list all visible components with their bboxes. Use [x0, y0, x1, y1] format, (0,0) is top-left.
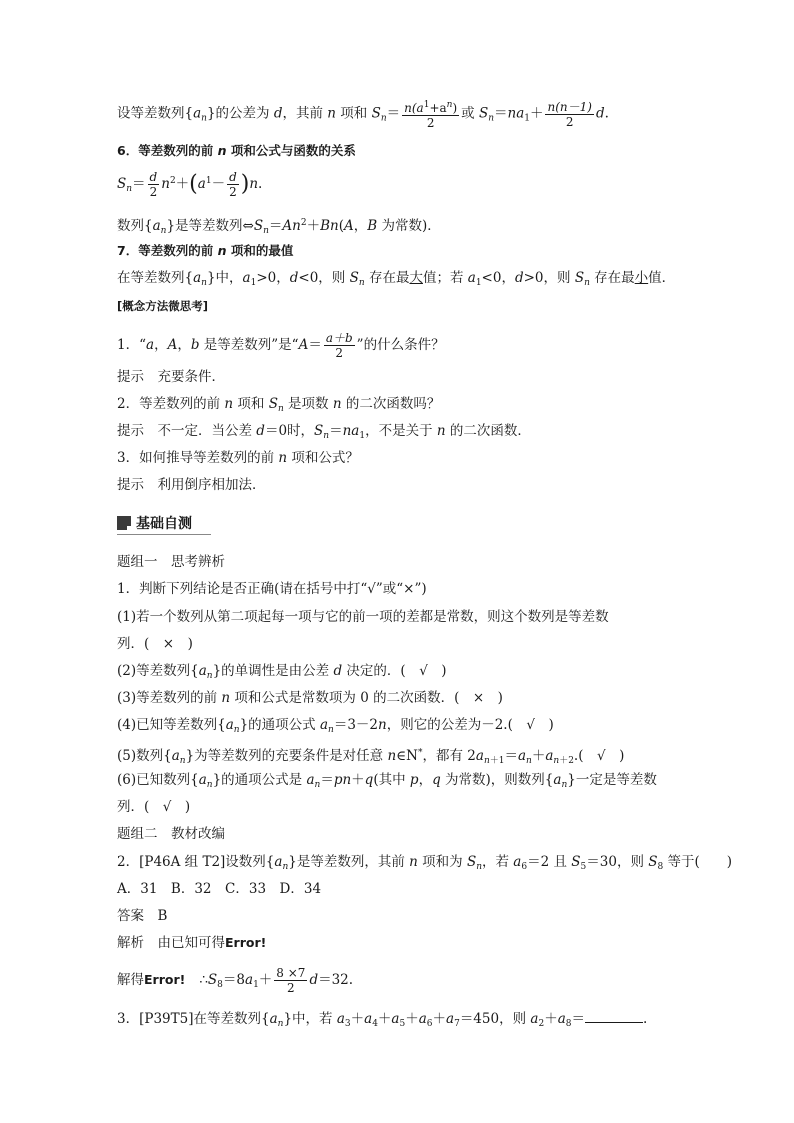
problem-1: 1．判断下列结论是否正确(请在括号中打“√”或“×”) — [117, 581, 427, 597]
section-divider — [117, 534, 211, 535]
answer: 答案 B — [117, 908, 168, 924]
tip-3: 提示 利用倒序相加法． — [117, 477, 266, 493]
group-1-heading: 题组一 思考辨析 — [117, 554, 225, 570]
fraction: $\frac{d}{2}$ — [229, 170, 237, 199]
concept-heading: [概念方法微思考] — [117, 299, 209, 313]
extremum-line: 在等差数列$\{a_n\}$中，$a_1>0$，d<0，则 $S_n$ 存在最大值；若 $a_1<0$，d>0，则 $S_n$ 存在最小值． — [117, 270, 676, 288]
section-square-icon — [117, 516, 131, 530]
problem-3: 3．[P39T5]在等差数列$\{a_n\}$中，若 $a_3+a_4+a_5+a_6+a_7=450$，则 $a_2+a_8=$ . — [117, 1011, 648, 1029]
heading-6: 6．等差数列的前 n 项和公式与函数的关系 — [117, 143, 356, 158]
fraction: $\frac{8 \times 7}{2}$ — [276, 966, 306, 995]
question-1: 1．“a，A，b 是等差数列”是“A＝ $\frac{a+b}{2}$ ”的什么条件？ — [117, 331, 445, 360]
group-2-heading: 题组二 教材改编 — [117, 826, 225, 842]
formula-line-sn: 设等差数列$\{a_n\}$的公差为 d，其前 n 项和 $S_n=$ $\frac{n(a^1+a^n)}{2}$ 或 $S_n=na_1+$ $\frac{n(n-1)}{2}$ d. — [117, 99, 609, 130]
answer-blank[interactable] — [585, 1010, 643, 1023]
fraction: $\frac{a+b}{2}$ — [325, 331, 353, 360]
problem-1-1a: (1)若一个数列从第二项起每一项与它的前一项的差都是常数，则这个数列是等差数 — [117, 609, 609, 625]
problem-1-3: (3)等差数列的前 n 项和公式是常数项为 0 的二次函数．( × ) — [117, 690, 503, 706]
equivalence-line: 数列$\{a_n\}$是等差数列$\Leftrightarrow S_n=An^2+Bn(A$，B 为常数)． — [117, 218, 441, 236]
question-3: 3．如何推导等差数列的前 n 项和公式？ — [117, 450, 359, 466]
formula-sn-quadratic: $S_n=$ $\frac{d}{2}$ $n^2+(a^1-$ $\frac{d}{2}$ )n. — [117, 170, 263, 199]
problem-1-5: (5)数列$\{a_n\}$为等差数列的充要条件是对任意 n∈N*，都有 $2a_{n+1}=a_n+a_{n+2}$.( √ ) — [117, 748, 625, 766]
problem-1-1b: 列．( × ) — [117, 636, 193, 652]
question-2: 2．等差数列的前 n 项和 $S_n$ 是项数 n 的二次函数吗？ — [117, 396, 441, 414]
fraction: $\frac{d}{2}$ — [149, 170, 158, 199]
problem-1-6b: 列．( √ ) — [117, 799, 191, 815]
tip-2: 提示 不一定．当公差 d＝0时，$S_n=na_1$，不是关于 n 的二次函数． — [117, 423, 531, 441]
problem-1-4: (4)已知等差数列$\{a_n\}$的通项公式 $a_n=3-2n$，则它的公差为－2.( √ ) — [117, 717, 554, 735]
tip-1: 提示 充要条件． — [117, 369, 225, 385]
problem-2-options: A．31 B．32 C．33 D．34 — [117, 881, 322, 897]
fraction: $\frac{n(n-1)}{2}$ — [547, 99, 592, 129]
heading-7: 7．等差数列的前 n 项和的最值 — [117, 243, 294, 258]
section-header — [117, 512, 192, 534]
section-title: 基础自测 — [136, 516, 192, 532]
fraction: $\frac{n(a^1+a^n)}{2}$ — [404, 100, 458, 130]
analysis: 解析 由已知可得Error! — [117, 935, 267, 951]
problem-1-6a: (6)已知数列$\{a_n\}$的通项公式是 $a_n=pn+q$(其中 p，q 为常数)，则数列$\{a_n\}$一定是等差数 — [117, 772, 657, 790]
problem-2: 2．[P46A 组 T2]设数列$\{a_n\}$是等差数列，其前 n 项和为 $S_n$，若 $a_6=2$ 且 $S_5=30$，则 $S_8$ 等于( ) — [117, 854, 733, 872]
problem-1-2: (2)等差数列$\{a_n\}$的单调性是由公差 d 决定的．( √ ) — [117, 663, 447, 681]
solution: 解得Error! $\therefore S_8=8a_1+$ $\frac{8 \times 7}{2}$ d＝32. — [117, 966, 354, 995]
